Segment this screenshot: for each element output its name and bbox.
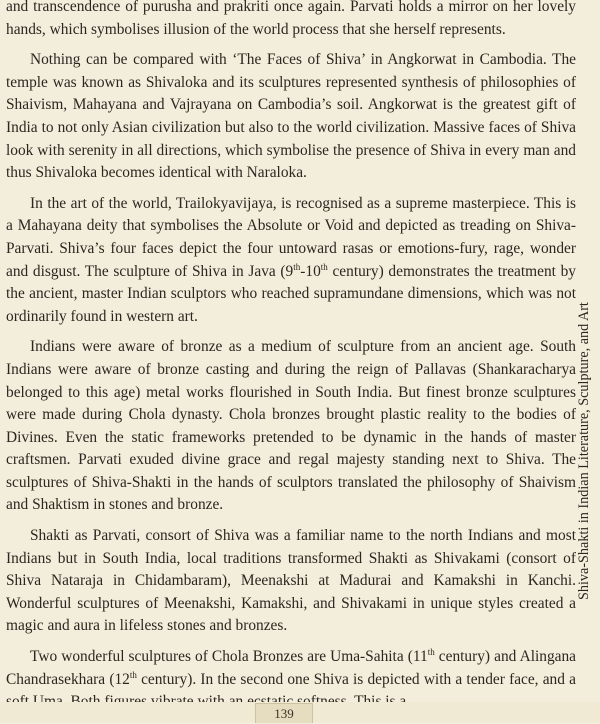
paragraph-3: In the art of the world, Trailokyavijaya, is recognised as a supreme masterpiece. This is a Mahayana deity that symbolises the Absolute or Void and depicted as treading on Shiva-Parvati. Shiva’s four faces depict the four untoward rasas or emotions-fury, rage, wonder and disgust. The sculpture of Shiva in Java (9th-10th century) demonstrates the treatment by the ancient, master Indian sculptors who reached supramundane dimensions, which was not ordinarily found in western art. (6, 194, 576, 325)
page-number: 139 (255, 703, 313, 723)
body-text (6, 0, 576, 722)
running-head-container (572, 200, 596, 600)
paragraph-5: Shakti as Parvati, consort of Shiva was a familiar name to the north Indians and most Indians but in South India, local traditions transformed Shakti as Shivakami (consort of Shiva Nataraja in Chidambaram), Meenakshi at Madurai and Kamakshi in Kanchi. Wonderful sculptures of Meenakshi, Kamakshi, and Shivakami in unique styles created a magic and aura in lifeless stones and bronzes. (6, 527, 576, 635)
paragraph-1: and transcendence of purusha and prakriti once again. Parvati holds a mirror on her lovely hands, which symbolises illusion of the world process that she herself represents. (6, 0, 576, 38)
paragraph-4: Indians were aware of bronze as a medium of sculpture from an ancient age. South Indians were aware of bronze casting and during the reign of Pallavas (Shankaracharya belonged to this age) metal works flourished in South India. But finest bronze sculptures were made during Chola dynasty. Chola bronzes brought plastic reality to the bodies of Divines. Even the static frameworks pretended to be dynamic in the hands of master craftsmen. Parvati exuded divine grace and regal majesty standing next to Shiva. The sculptures of Shiva-Shakti in the hands of sculptors translated the philosophy of Shaivism and Shaktism in stones and bronze. (6, 338, 576, 514)
paragraph-6: Two wonderful sculptures of Chola Bronzes are Uma-Sahita (11th century) and Alingana Chandrasekhara (12th century). In the second one Shiva is depicted with a tender face, and a (6, 646, 576, 688)
paragraph-2: Nothing can be compared with ‘The Faces of Shiva’ in Angkorwat in Cambodia. The temple was known as Shivaloka and its sculptures represented synthesis of philosophies of Shaivism, Mahayana and Vajrayana on Cambodia’s soil. Angkorwat is the greatest gift of India to not only Asian civilization but also to the world civilization. Massive faces of Shiva look with serenity in all directions, which symbolise the presence of Shiva in every man and thus Shivaloka becomes identical with Naraloka. (6, 51, 576, 182)
running-head: Shiva-Shakti in Indian Literature, Sculpture, and Art (576, 302, 592, 600)
